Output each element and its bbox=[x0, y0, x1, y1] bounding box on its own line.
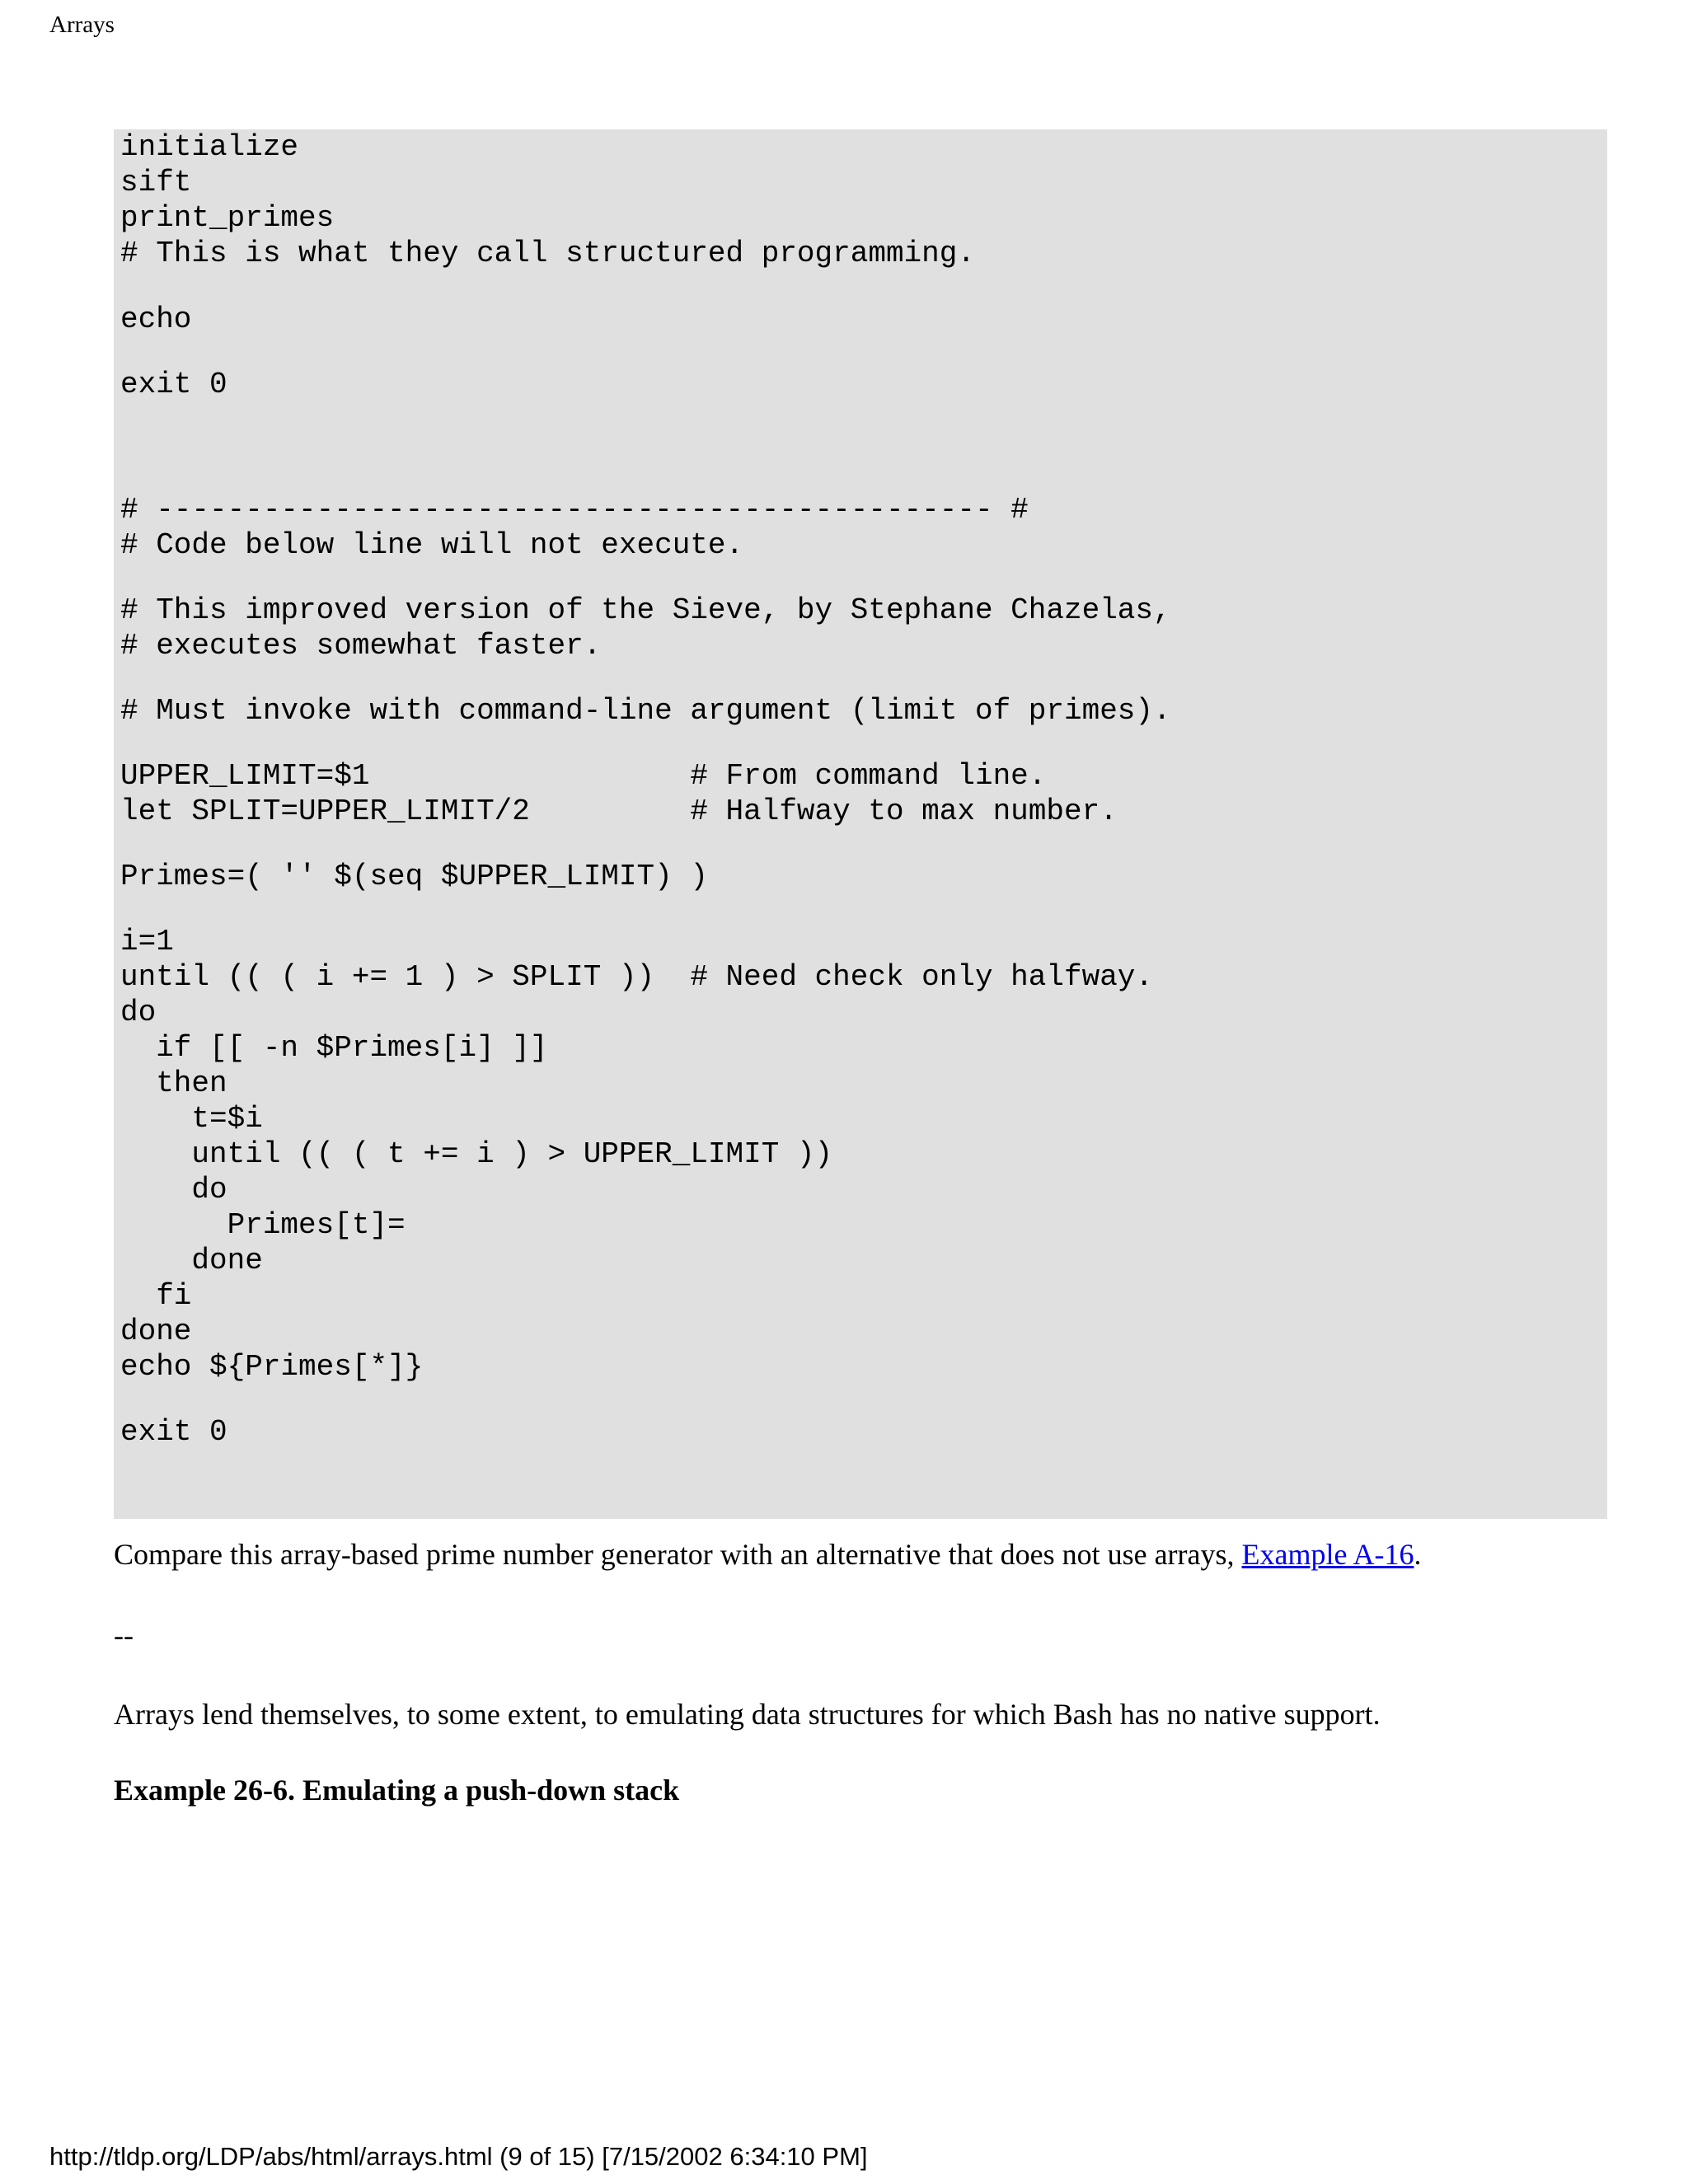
code-line: exit 0 bbox=[120, 1415, 227, 1449]
code-line: do bbox=[120, 1173, 227, 1207]
example-heading: Example 26-6. Emulating a push-down stack bbox=[114, 1774, 680, 1807]
arrays-paragraph: Arrays lend themselves, to some extent, to emulating data structures for which Bash has no native support. bbox=[114, 1698, 1381, 1731]
code-line: do bbox=[120, 996, 157, 1029]
compare-trailing: . bbox=[1414, 1538, 1422, 1571]
footer-url: http://tldp.org/LDP/abs/html/arrays.html (9 of 15) [7/15/2002 6:34:10 PM] bbox=[49, 2142, 868, 2171]
example-a16-link[interactable]: Example A-16 bbox=[1241, 1538, 1414, 1571]
code-line: initialize bbox=[120, 130, 299, 164]
code-line: echo ${Primes[*]} bbox=[120, 1350, 424, 1384]
code-line: then bbox=[120, 1066, 227, 1100]
code-line: sift bbox=[120, 166, 192, 199]
code-line: # executes somewhat faster. bbox=[120, 629, 602, 663]
code-line: # This improved version of the Sieve, by Stephane Chazelas, bbox=[120, 593, 1171, 627]
code-line: let SPLIT=UPPER_LIMIT/2 # Halfway to max number. bbox=[120, 794, 1118, 828]
code-line: echo bbox=[120, 302, 192, 336]
separator-text: -- bbox=[114, 1619, 134, 1652]
code-line: Primes=( '' $(seq $UPPER_LIMIT) ) bbox=[120, 860, 708, 893]
code-listing bbox=[114, 129, 1607, 1519]
code-line: until (( ( t += i ) > UPPER_LIMIT )) bbox=[120, 1137, 833, 1171]
code-line: until (( ( i += 1 ) > SPLIT )) # Need check only halfway. bbox=[120, 960, 1154, 994]
code-line: # Code below line will not execute. bbox=[120, 528, 744, 562]
compare-paragraph bbox=[114, 1536, 1421, 1572]
code-line: # Must invoke with command-line argument (limit of primes). bbox=[120, 694, 1171, 728]
code-line: done bbox=[120, 1244, 263, 1277]
code-line: # This is what they call structured programming. bbox=[120, 237, 975, 270]
code-line: UPPER_LIMIT=$1 # From command line. bbox=[120, 759, 1047, 793]
code-line: i=1 bbox=[120, 925, 174, 958]
code-line: t=$i bbox=[120, 1102, 263, 1136]
code-line: # ----------------------------------------------- # bbox=[120, 493, 1029, 527]
code-line: fi bbox=[120, 1279, 192, 1313]
code-line: done bbox=[120, 1315, 192, 1348]
code-line: print_primes bbox=[120, 201, 335, 235]
code-line: exit 0 bbox=[120, 368, 227, 401]
code-line: Primes[t]= bbox=[120, 1208, 406, 1242]
compare-text: Compare this array-based prime number generator with an alternative that does not use arrays, bbox=[114, 1538, 1242, 1571]
code-line: if [[ -n $Primes[i] ]] bbox=[120, 1031, 548, 1065]
page-header-title: Arrays bbox=[49, 12, 115, 38]
